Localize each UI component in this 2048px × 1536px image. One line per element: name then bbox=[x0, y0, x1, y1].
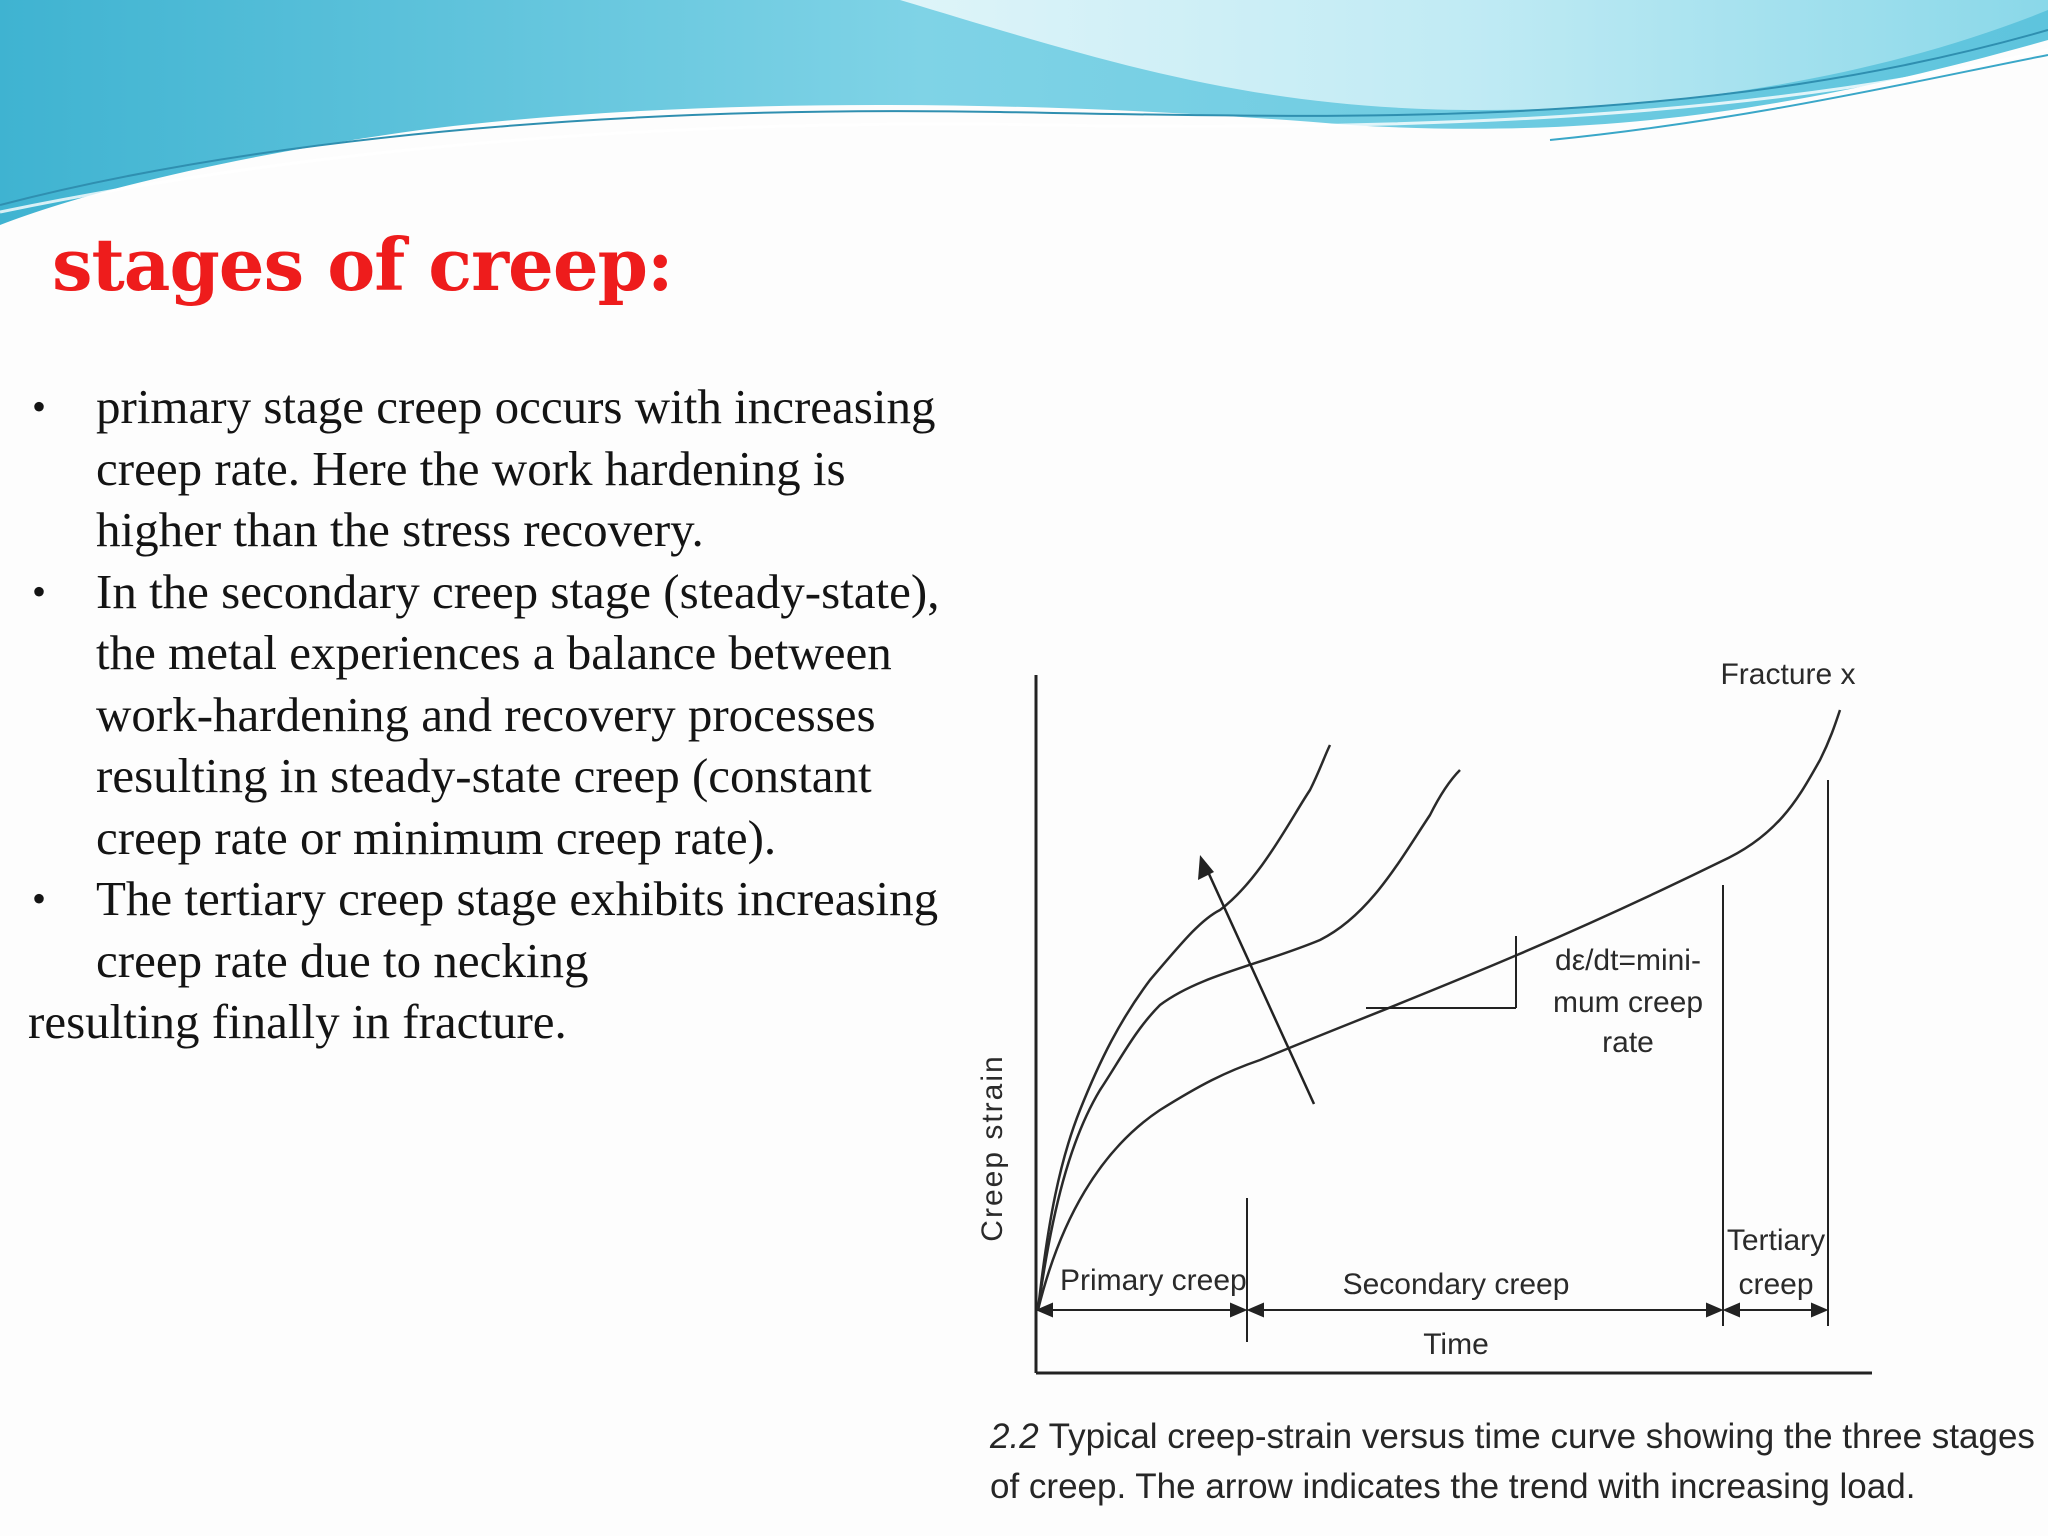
minimum-rate-triangle bbox=[1366, 936, 1516, 1008]
minimum-rate-label-line-2: mum creep bbox=[1552, 986, 1704, 1019]
bullet-text-tertiary: The tertiary creep stage exhibits increasing creep rate due to necking bbox=[96, 871, 939, 988]
slide-title: stages of creep: bbox=[52, 222, 673, 307]
stage-label-secondary: Secondary creep bbox=[1342, 1268, 1570, 1301]
creep-diagram bbox=[960, 620, 2048, 1420]
bullet-list bbox=[28, 376, 1048, 1053]
stage-label-tertiary-creep: creep bbox=[1738, 1268, 1814, 1301]
bullet-marker: • bbox=[32, 384, 47, 429]
stage-dimension-arrows bbox=[1038, 1304, 1826, 1316]
figure-caption-text: Typical creep-strain versus time curve showing the three stages of creep. The arrow indicates the trend with increasing load. bbox=[990, 1417, 2035, 1506]
header-wave-decoration bbox=[0, 0, 2048, 240]
x-axis-label: Time bbox=[1423, 1328, 1489, 1361]
bullet-marker: • bbox=[32, 568, 47, 614]
bullet-text-secondary: In the secondary creep stage (steady-state), the metal experiences a balance between work-hardening and recovery processes resulting in steady-state creep (constant creep rate or minimum creep rate). bbox=[96, 563, 940, 865]
creep-curve-medium-load bbox=[1038, 770, 1460, 1310]
creep-curve-figure bbox=[960, 620, 2048, 1536]
fracture-label: Fracture x bbox=[1720, 658, 1856, 691]
bullet-item-secondary bbox=[28, 561, 1048, 869]
bullet-continuation: resulting finally in fracture. bbox=[28, 994, 567, 1049]
minimum-rate-label-line-3: rate bbox=[1602, 1026, 1654, 1059]
figure-caption bbox=[990, 1412, 2040, 1512]
creep-curve-high-load bbox=[1038, 745, 1330, 1310]
y-axis-label: Creep strain bbox=[976, 1054, 1009, 1242]
figure-number: 2.2 bbox=[990, 1417, 1039, 1456]
bullet-item-primary bbox=[28, 376, 1048, 561]
stage-label-primary: Primary creep bbox=[1060, 1264, 1247, 1297]
bullet-item-tertiary bbox=[28, 868, 1048, 991]
minimum-rate-label-line-1: dε/dt=mini- bbox=[1555, 944, 1701, 977]
stage-label-tertiary: Tertiary bbox=[1726, 1224, 1826, 1257]
bullet-text-primary: primary stage creep occurs with increasing creep rate. Here the work hardening is higher than the stress recovery. bbox=[96, 379, 936, 557]
increasing-load-arrow bbox=[1198, 855, 1314, 1104]
bullet-marker: • bbox=[32, 876, 47, 921]
